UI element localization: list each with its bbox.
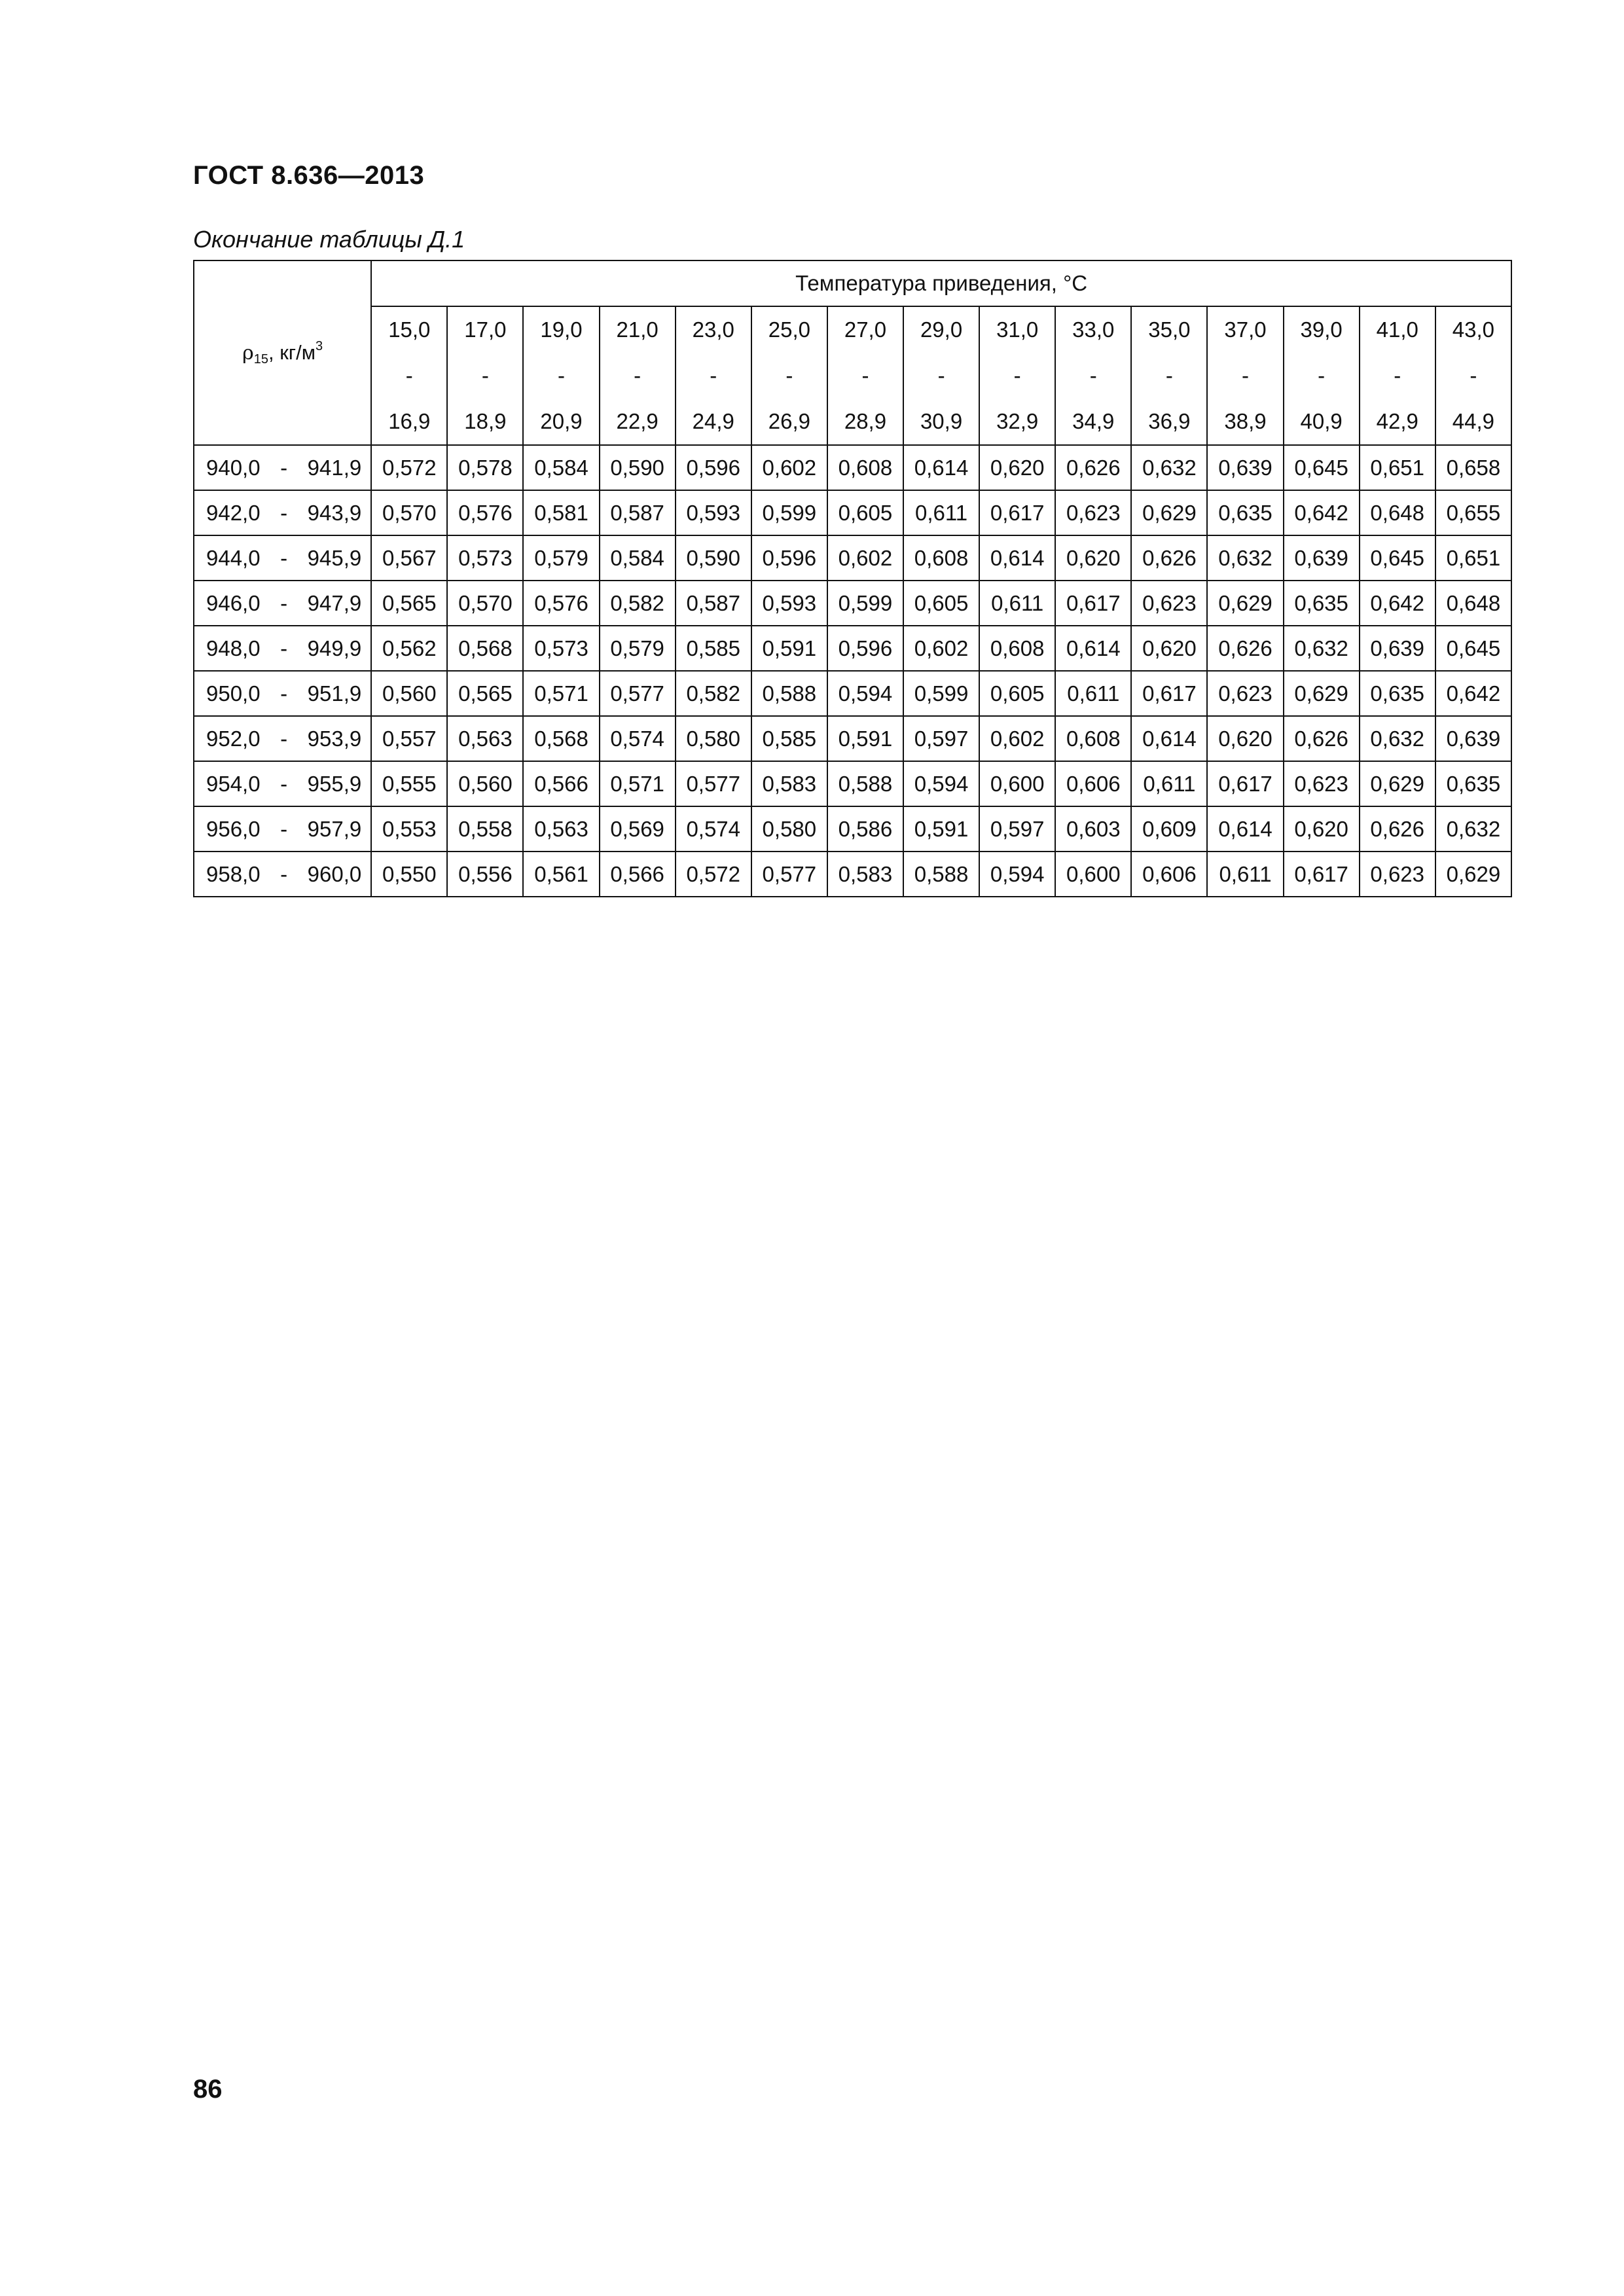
temperature-range-to: 32,9 xyxy=(996,409,1039,433)
density-range-cell xyxy=(194,761,371,806)
table-cell: 0,639 xyxy=(1435,716,1511,761)
temperature-range-from: 25,0 xyxy=(768,317,810,342)
table-cell: 0,606 xyxy=(1055,761,1131,806)
table-cell: 0,571 xyxy=(523,671,599,716)
table-row xyxy=(194,852,1511,897)
density-range-to: 957,9 xyxy=(307,816,362,841)
table-cell: 0,623 xyxy=(1207,671,1283,716)
density-range-to: 960,0 xyxy=(307,861,362,886)
table-cell: 0,603 xyxy=(1055,806,1131,852)
temperature-range-dash: - xyxy=(1165,363,1173,387)
table-cell: 0,626 xyxy=(1360,806,1435,852)
table-cell: 0,645 xyxy=(1360,535,1435,581)
page-number: 86 xyxy=(193,2075,223,2104)
table-cell: 0,602 xyxy=(903,626,979,671)
temperature-range-dash: - xyxy=(1013,363,1021,387)
density-range-dash: - xyxy=(280,545,288,570)
temperature-range-from: 41,0 xyxy=(1376,317,1418,342)
density-range-cell xyxy=(194,852,371,897)
density-range-dash: - xyxy=(280,500,288,525)
table-cell: 0,560 xyxy=(447,761,523,806)
table-cell: 0,617 xyxy=(979,490,1055,535)
density-range-dash: - xyxy=(280,726,288,751)
table-row xyxy=(194,716,1511,761)
temperature-range-to: 20,9 xyxy=(540,409,583,433)
table-cell: 0,583 xyxy=(827,852,903,897)
table-cell: 0,623 xyxy=(1360,852,1435,897)
table-cell: 0,572 xyxy=(676,852,751,897)
density-range-to: 951,9 xyxy=(307,681,362,706)
temperature-range-dash: - xyxy=(1470,363,1477,387)
table-cell: 0,572 xyxy=(371,445,447,490)
density-range-from: 950,0 xyxy=(206,681,261,706)
table-cell: 0,639 xyxy=(1360,626,1435,671)
correction-table xyxy=(193,260,1512,897)
document-code: ГОСТ 8.636—2013 xyxy=(193,161,425,190)
table-cell: 0,623 xyxy=(1284,761,1360,806)
density-range-cell xyxy=(194,490,371,535)
temperature-range-from: 15,0 xyxy=(388,317,431,342)
table-cell: 0,642 xyxy=(1435,671,1511,716)
table-cell: 0,629 xyxy=(1284,671,1360,716)
density-range-dash: - xyxy=(280,861,288,886)
temperature-range-header xyxy=(1360,306,1435,445)
table-cell: 0,576 xyxy=(447,490,523,535)
temperature-range-to: 16,9 xyxy=(388,409,431,433)
temperature-range-dash: - xyxy=(1394,363,1401,387)
table-cell: 0,642 xyxy=(1284,490,1360,535)
table-cell: 0,632 xyxy=(1207,535,1283,581)
table-cell: 0,651 xyxy=(1360,445,1435,490)
density-range-from: 942,0 xyxy=(206,500,261,525)
temperature-range-to: 30,9 xyxy=(920,409,963,433)
rho-symbol: ρ xyxy=(242,342,254,365)
table-cell: 0,620 xyxy=(1284,806,1360,852)
temperature-range-from: 37,0 xyxy=(1224,317,1267,342)
table-cell: 0,614 xyxy=(1055,626,1131,671)
temperature-range-header xyxy=(1435,306,1511,445)
temperature-ranges-row xyxy=(194,306,1511,445)
table-cell: 0,577 xyxy=(676,761,751,806)
table-cell: 0,587 xyxy=(600,490,676,535)
table-cell: 0,599 xyxy=(827,581,903,626)
table-cell: 0,611 xyxy=(979,581,1055,626)
table-cell: 0,626 xyxy=(1284,716,1360,761)
table-cell: 0,614 xyxy=(1207,806,1283,852)
table-cell: 0,579 xyxy=(600,626,676,671)
temperature-range-dash: - xyxy=(710,363,717,387)
table-cell: 0,596 xyxy=(676,445,751,490)
temperature-range-header xyxy=(751,306,827,445)
table-cell: 0,635 xyxy=(1435,761,1511,806)
temperature-header-title: Температура приведения, °С xyxy=(371,260,1511,306)
density-range-to: 949,9 xyxy=(307,636,362,660)
table-cell: 0,570 xyxy=(447,581,523,626)
table-row xyxy=(194,490,1511,535)
table-row xyxy=(194,806,1511,852)
table-cell: 0,648 xyxy=(1360,490,1435,535)
temperature-range-dash: - xyxy=(861,363,869,387)
temperature-range-dash: - xyxy=(785,363,793,387)
table-cell: 0,561 xyxy=(523,852,599,897)
table-cell: 0,611 xyxy=(1131,761,1207,806)
temperature-range-from: 29,0 xyxy=(920,317,963,342)
temperature-range-dash: - xyxy=(937,363,945,387)
density-range-cell xyxy=(194,671,371,716)
table-cell: 0,574 xyxy=(676,806,751,852)
table-cell: 0,577 xyxy=(600,671,676,716)
table-cell: 0,567 xyxy=(371,535,447,581)
density-range-to: 945,9 xyxy=(307,545,362,570)
table-cell: 0,591 xyxy=(751,626,827,671)
table-cell: 0,596 xyxy=(751,535,827,581)
density-range-cell xyxy=(194,581,371,626)
table-cell: 0,602 xyxy=(979,716,1055,761)
table-cell: 0,629 xyxy=(1360,761,1435,806)
temperature-range-from: 33,0 xyxy=(1072,317,1115,342)
table-cell: 0,629 xyxy=(1131,490,1207,535)
table-cell: 0,566 xyxy=(523,761,599,806)
density-range-to: 953,9 xyxy=(307,726,362,751)
table-cell: 0,563 xyxy=(523,806,599,852)
table-cell: 0,626 xyxy=(1207,626,1283,671)
table-cell: 0,581 xyxy=(523,490,599,535)
table-cell: 0,648 xyxy=(1435,581,1511,626)
density-range-to: 955,9 xyxy=(307,771,362,796)
table-cell: 0,609 xyxy=(1131,806,1207,852)
table-row xyxy=(194,626,1511,671)
table-cell: 0,558 xyxy=(447,806,523,852)
table-cell: 0,614 xyxy=(1131,716,1207,761)
density-range-from: 958,0 xyxy=(206,861,261,886)
table-cell: 0,556 xyxy=(447,852,523,897)
table-cell: 0,565 xyxy=(447,671,523,716)
temperature-range-header xyxy=(371,306,447,445)
density-range-cell xyxy=(194,806,371,852)
density-range-dash: - xyxy=(280,590,288,615)
table-cell: 0,605 xyxy=(979,671,1055,716)
temperature-range-header xyxy=(979,306,1055,445)
density-range-cell xyxy=(194,716,371,761)
temperature-range-to: 34,9 xyxy=(1072,409,1115,433)
table-cell: 0,594 xyxy=(979,852,1055,897)
table-cell: 0,620 xyxy=(1055,535,1131,581)
table-cell: 0,582 xyxy=(600,581,676,626)
density-range-to: 947,9 xyxy=(307,590,362,615)
table-cell: 0,555 xyxy=(371,761,447,806)
table-cell: 0,614 xyxy=(903,445,979,490)
table-cell: 0,623 xyxy=(1131,581,1207,626)
temperature-range-from: 19,0 xyxy=(540,317,583,342)
table-cell: 0,599 xyxy=(903,671,979,716)
temperature-range-header xyxy=(827,306,903,445)
table-cell: 0,574 xyxy=(600,716,676,761)
table-cell: 0,591 xyxy=(827,716,903,761)
temperature-range-dash: - xyxy=(1242,363,1249,387)
table-cell: 0,573 xyxy=(447,535,523,581)
table-row xyxy=(194,671,1511,716)
table-cell: 0,587 xyxy=(676,581,751,626)
table-cell: 0,578 xyxy=(447,445,523,490)
temperature-range-header xyxy=(1131,306,1207,445)
table-cell: 0,655 xyxy=(1435,490,1511,535)
table-cell: 0,594 xyxy=(827,671,903,716)
table-cell: 0,620 xyxy=(1131,626,1207,671)
table-cell: 0,585 xyxy=(676,626,751,671)
table-cell: 0,553 xyxy=(371,806,447,852)
rho-unit-superscript: 3 xyxy=(316,339,323,353)
table-cell: 0,586 xyxy=(827,806,903,852)
table-cell: 0,626 xyxy=(1055,445,1131,490)
temperature-range-dash: - xyxy=(1318,363,1326,387)
density-column-header xyxy=(194,260,371,445)
density-range-dash: - xyxy=(280,771,288,796)
temperature-range-dash: - xyxy=(634,363,641,387)
table-cell: 0,591 xyxy=(903,806,979,852)
table-cell: 0,645 xyxy=(1284,445,1360,490)
temperature-range-from: 31,0 xyxy=(996,317,1039,342)
table-cell: 0,573 xyxy=(523,626,599,671)
temperature-range-header xyxy=(676,306,751,445)
table-cell: 0,580 xyxy=(751,806,827,852)
density-range-from: 940,0 xyxy=(206,455,261,480)
table-cell: 0,569 xyxy=(600,806,676,852)
table-cell: 0,632 xyxy=(1435,806,1511,852)
table-cell: 0,651 xyxy=(1435,535,1511,581)
table-cell: 0,568 xyxy=(523,716,599,761)
density-range-to: 941,9 xyxy=(307,455,362,480)
table-cell: 0,597 xyxy=(903,716,979,761)
temperature-range-to: 40,9 xyxy=(1300,409,1343,433)
temperature-range-header xyxy=(523,306,599,445)
density-range-from: 952,0 xyxy=(206,726,261,751)
rho-unit: , кг/м xyxy=(268,341,316,364)
table-cell: 0,617 xyxy=(1284,852,1360,897)
table-cell: 0,563 xyxy=(447,716,523,761)
table-cell: 0,593 xyxy=(676,490,751,535)
table-cell: 0,600 xyxy=(979,761,1055,806)
density-range-from: 956,0 xyxy=(206,816,261,841)
table-cell: 0,611 xyxy=(1055,671,1131,716)
temperature-range-from: 27,0 xyxy=(844,317,887,342)
temperature-range-header xyxy=(1055,306,1131,445)
table-row xyxy=(194,535,1511,581)
table-cell: 0,632 xyxy=(1360,716,1435,761)
table-cell: 0,632 xyxy=(1131,445,1207,490)
temperature-range-from: 21,0 xyxy=(616,317,659,342)
temperature-range-to: 24,9 xyxy=(692,409,734,433)
table-cell: 0,635 xyxy=(1207,490,1283,535)
table-cell: 0,550 xyxy=(371,852,447,897)
table-cell: 0,580 xyxy=(676,716,751,761)
table-cell: 0,585 xyxy=(751,716,827,761)
density-range-cell xyxy=(194,445,371,490)
density-range-to: 943,9 xyxy=(307,500,362,525)
table-cell: 0,639 xyxy=(1207,445,1283,490)
table-cell: 0,583 xyxy=(751,761,827,806)
temperature-range-header xyxy=(1284,306,1360,445)
table-cell: 0,579 xyxy=(523,535,599,581)
temperature-range-header xyxy=(903,306,979,445)
density-range-dash: - xyxy=(280,455,288,480)
table-cell: 0,590 xyxy=(676,535,751,581)
table-cell: 0,602 xyxy=(827,535,903,581)
table-cell: 0,568 xyxy=(447,626,523,671)
temperature-range-header xyxy=(600,306,676,445)
table-cell: 0,617 xyxy=(1055,581,1131,626)
table-cell: 0,577 xyxy=(751,852,827,897)
table-cell: 0,626 xyxy=(1131,535,1207,581)
temperature-range-dash: - xyxy=(405,363,413,387)
table-cell: 0,599 xyxy=(751,490,827,535)
temperature-range-to: 26,9 xyxy=(768,409,810,433)
table-cell: 0,600 xyxy=(1055,852,1131,897)
table-cell: 0,639 xyxy=(1284,535,1360,581)
temperature-range-dash: - xyxy=(481,363,489,387)
temperature-range-header xyxy=(447,306,523,445)
table-cell: 0,629 xyxy=(1435,852,1511,897)
table-cell: 0,635 xyxy=(1360,671,1435,716)
table-cell: 0,605 xyxy=(827,490,903,535)
table-row xyxy=(194,581,1511,626)
table-cell: 0,608 xyxy=(903,535,979,581)
density-range-from: 948,0 xyxy=(206,636,261,660)
table-cell: 0,617 xyxy=(1131,671,1207,716)
table-cell: 0,562 xyxy=(371,626,447,671)
table-body xyxy=(194,445,1511,897)
temperature-range-from: 23,0 xyxy=(692,317,734,342)
table-cell: 0,566 xyxy=(600,852,676,897)
table-cell: 0,617 xyxy=(1207,761,1283,806)
temperature-range-to: 18,9 xyxy=(464,409,507,433)
table-cell: 0,614 xyxy=(979,535,1055,581)
temperature-range-from: 35,0 xyxy=(1148,317,1191,342)
temperature-range-from: 39,0 xyxy=(1300,317,1343,342)
table-cell: 0,642 xyxy=(1360,581,1435,626)
temperature-range-to: 42,9 xyxy=(1376,409,1418,433)
table-cell: 0,596 xyxy=(827,626,903,671)
temperature-range-to: 44,9 xyxy=(1452,409,1494,433)
temperature-range-dash: - xyxy=(558,363,566,387)
rho-subscript: 15 xyxy=(253,352,268,367)
density-range-dash: - xyxy=(280,681,288,706)
table-cell: 0,635 xyxy=(1284,581,1360,626)
table-cell: 0,588 xyxy=(903,852,979,897)
density-range-from: 944,0 xyxy=(206,545,261,570)
table-row xyxy=(194,761,1511,806)
table-cell: 0,620 xyxy=(1207,716,1283,761)
table-cell: 0,590 xyxy=(600,445,676,490)
table-cell: 0,611 xyxy=(903,490,979,535)
table-cell: 0,594 xyxy=(903,761,979,806)
density-range-cell xyxy=(194,535,371,581)
table-cell: 0,582 xyxy=(676,671,751,716)
temperature-range-to: 38,9 xyxy=(1224,409,1267,433)
table-caption: Окончание таблицы Д.1 xyxy=(193,226,465,253)
temperature-range-from: 43,0 xyxy=(1452,317,1494,342)
table-cell: 0,571 xyxy=(600,761,676,806)
density-range-dash: - xyxy=(280,636,288,660)
temperature-range-from: 17,0 xyxy=(464,317,507,342)
density-range-from: 954,0 xyxy=(206,771,261,796)
table-cell: 0,588 xyxy=(751,671,827,716)
table-cell: 0,602 xyxy=(751,445,827,490)
table-cell: 0,632 xyxy=(1284,626,1360,671)
table-cell: 0,606 xyxy=(1131,852,1207,897)
table-cell: 0,593 xyxy=(751,581,827,626)
table-cell: 0,608 xyxy=(827,445,903,490)
table-cell: 0,620 xyxy=(979,445,1055,490)
table-cell: 0,608 xyxy=(1055,716,1131,761)
temperature-range-dash: - xyxy=(1089,363,1097,387)
density-range-from: 946,0 xyxy=(206,590,261,615)
temperature-range-to: 36,9 xyxy=(1148,409,1191,433)
table-cell: 0,560 xyxy=(371,671,447,716)
table-cell: 0,645 xyxy=(1435,626,1511,671)
table-cell: 0,597 xyxy=(979,806,1055,852)
density-range-cell xyxy=(194,626,371,671)
table-cell: 0,565 xyxy=(371,581,447,626)
table-cell: 0,557 xyxy=(371,716,447,761)
table-cell: 0,570 xyxy=(371,490,447,535)
table-cell: 0,658 xyxy=(1435,445,1511,490)
table-cell: 0,584 xyxy=(523,445,599,490)
table-cell: 0,623 xyxy=(1055,490,1131,535)
table-cell: 0,588 xyxy=(827,761,903,806)
table-cell: 0,576 xyxy=(523,581,599,626)
table-cell: 0,629 xyxy=(1207,581,1283,626)
table-cell: 0,608 xyxy=(979,626,1055,671)
temperature-range-to: 22,9 xyxy=(616,409,659,433)
temperature-range-to: 28,9 xyxy=(844,409,887,433)
density-range-dash: - xyxy=(280,816,288,841)
temperature-range-header xyxy=(1207,306,1283,445)
table-cell: 0,605 xyxy=(903,581,979,626)
table-cell: 0,584 xyxy=(600,535,676,581)
table-row xyxy=(194,445,1511,490)
table-cell: 0,611 xyxy=(1207,852,1283,897)
